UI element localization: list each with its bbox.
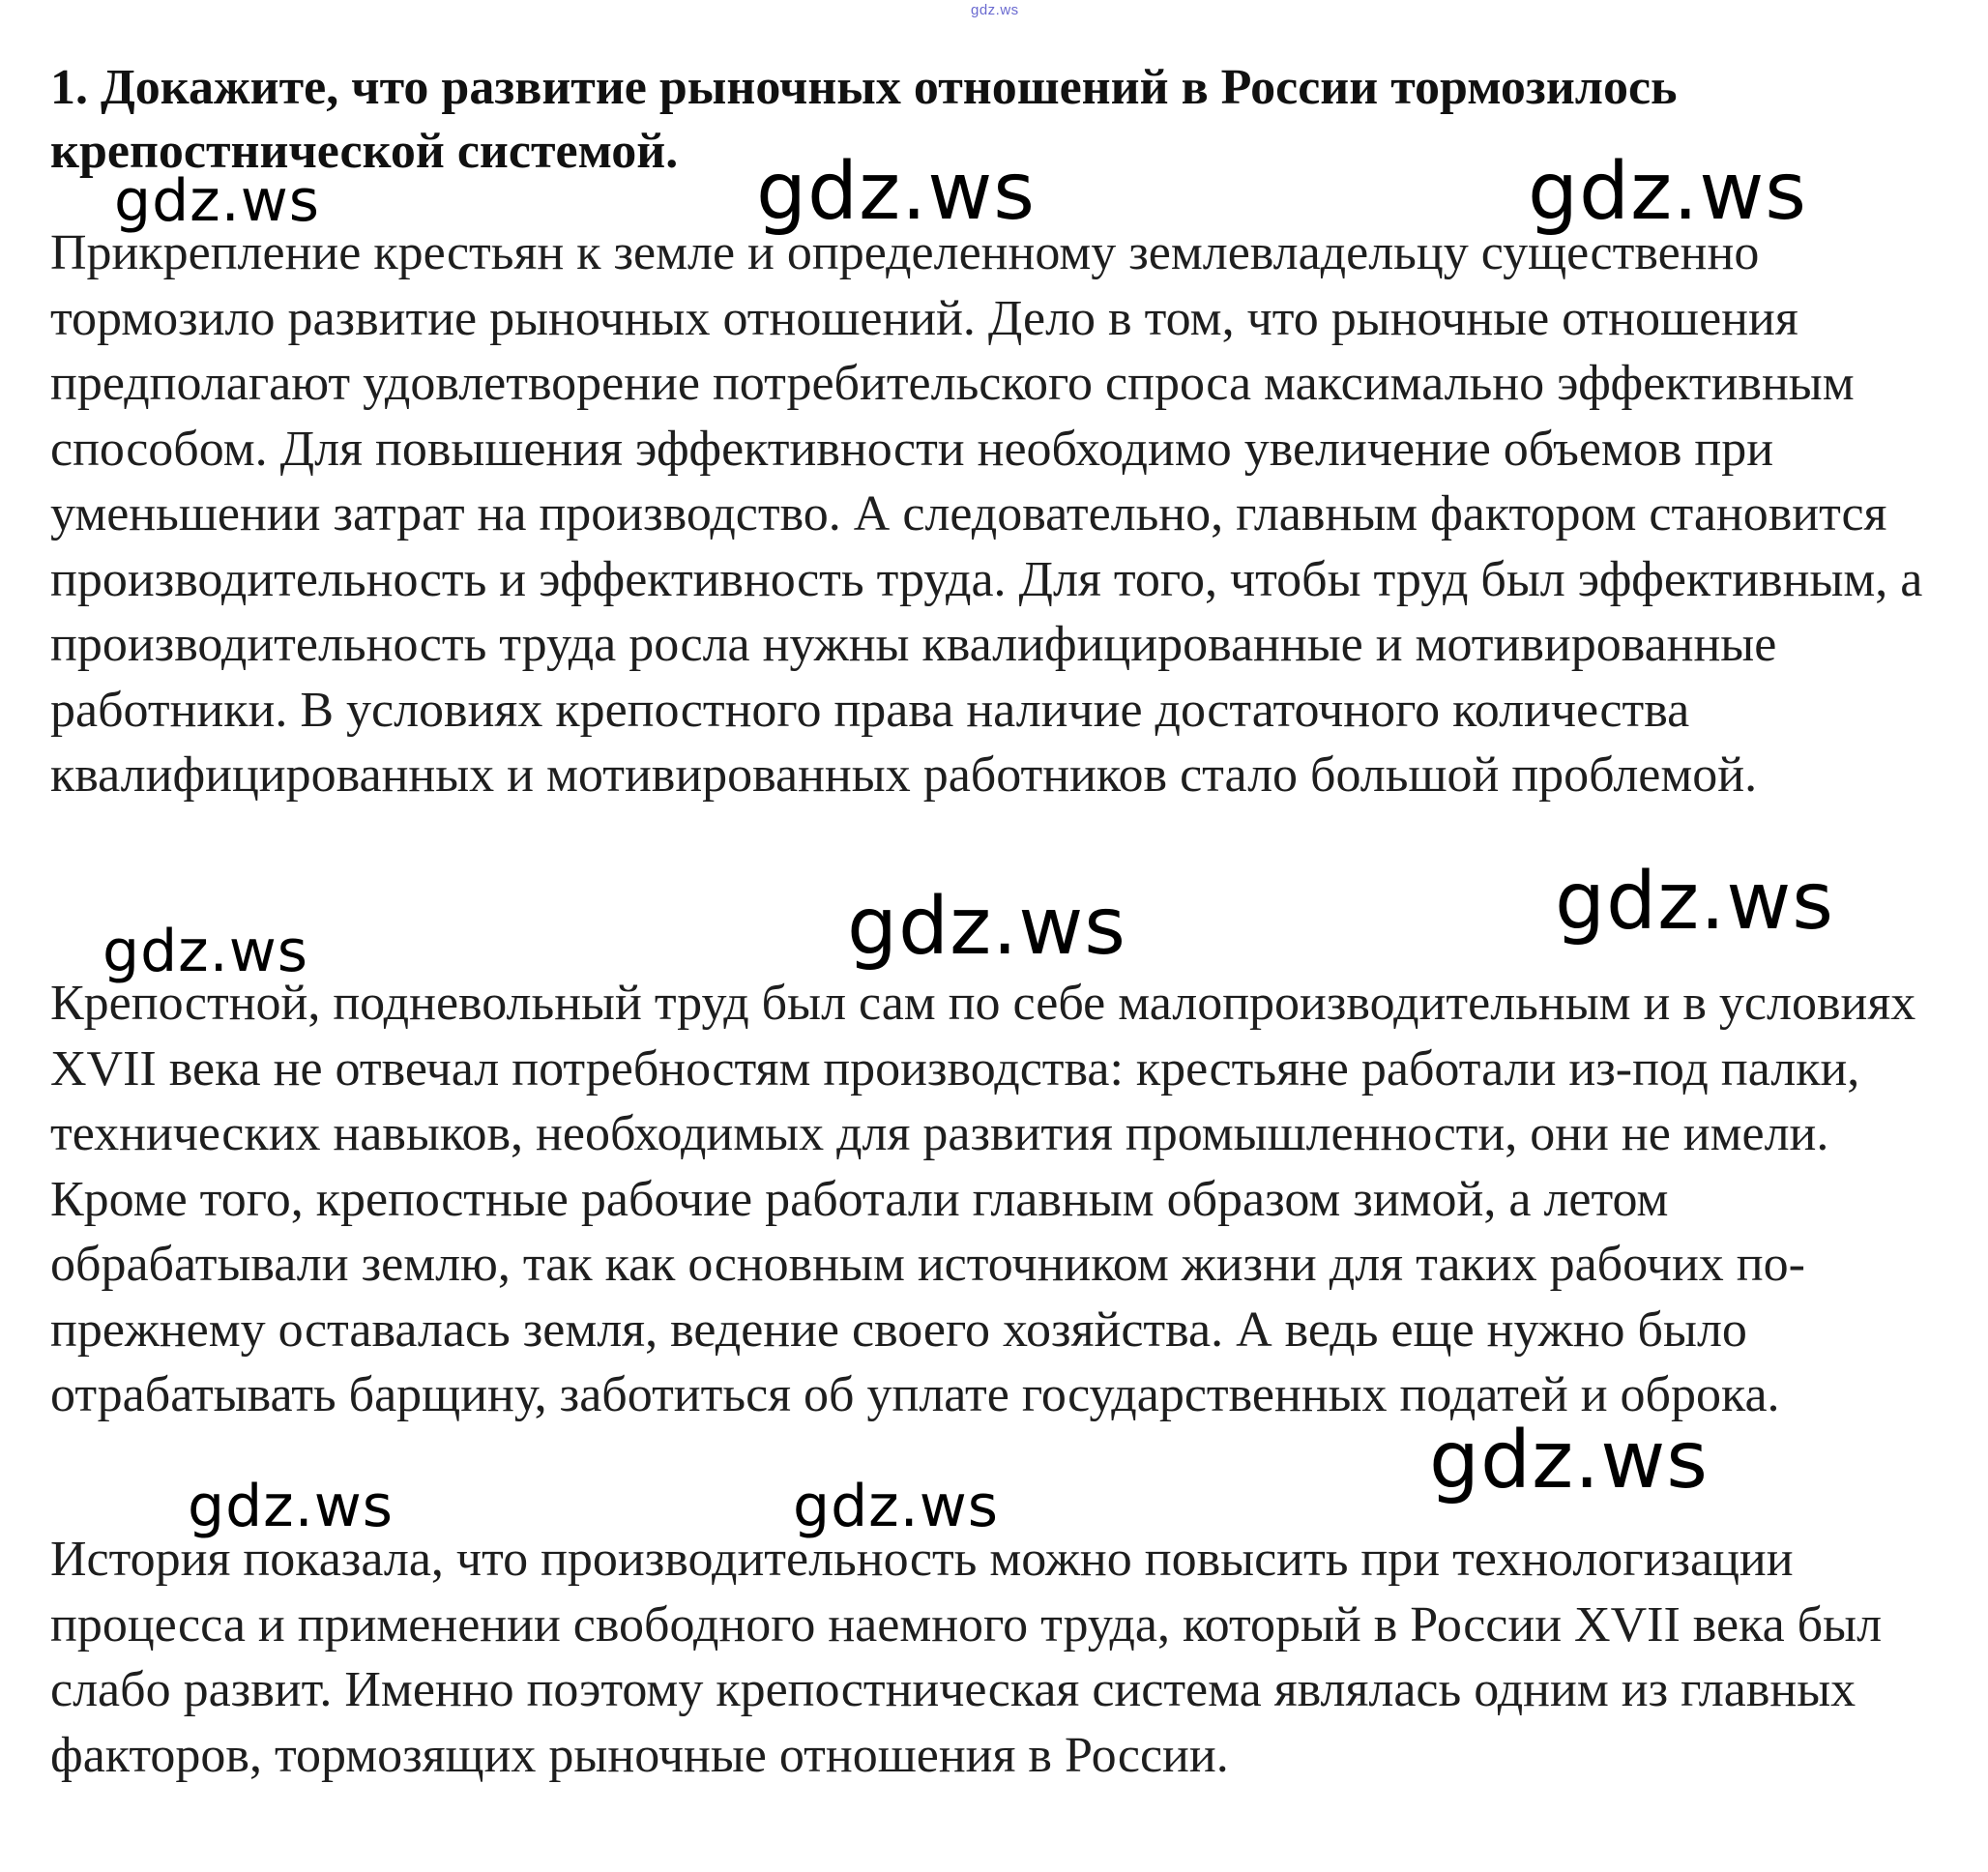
watermark: gdz.ws [793,1473,1000,1540]
answer-paragraph: История показала, что производительность можно повысить при технологизации процесса и применении свободного наемного труда, который в России XVII века был слабо развит. Именно поэтому крепостническая система являлась одним из главных факторов, тормозящих рыночные отношения в России. [50,1532,1883,1783]
answer-paragraph: Крепостной, подневольный труд был сам по себе малопроизводительным и в условиях XVII века не отвечал потребностям производства: крестьяне работали из-под палки, технических навыков, необходимых для развития промышленности, они не имели. Кроме того, крепостные рабочие работали главным образом зимой, а летом обрабатывали землю, так как основным источником жизни для таких рабочих по-прежнему оставалась земля, ведение своего хозяйства. А ведь еще нужно было отрабатывать барщину, заботиться об уплате государственных податей и оброка. [50,976,1916,1422]
watermark: gdz.ws [756,146,1036,238]
watermark: gdz.ws [847,881,1126,973]
answer-paragraph: Прикрепление крестьян к земле и определенному землевладельцу существенно тормозило развитие рыночных отношений. Дело в том, что рыночные отношения предполагают удовлетворение потребительского спроса максимально эффективным способом. Для повышения эффективности необходимо увеличение объемов при уменьшении затрат на производство. А следовательно, главным фактором становится производительность и эффективность труда. Для того, чтобы труд был эффективным, а производительность труда росла нужны квалифицированные и мотивированные работники. В условиях крепостного права наличие достаточного количества квалифицированных и мотивированных работников стало большой проблемой. [50,225,1923,803]
watermark: gdz.ws [114,167,321,235]
watermark: gdz.ws [1555,856,1834,948]
question-heading: 1. Докажите, что развитие рыночных отношений в России тормозилось крепостнической системой. [50,60,1678,179]
site-mark: gdz.ws [971,2,1019,18]
watermark: gdz.ws [102,918,309,985]
watermark: gdz.ws [1528,146,1807,238]
watermark: gdz.ws [1429,1415,1709,1506]
watermark: gdz.ws [188,1473,395,1540]
